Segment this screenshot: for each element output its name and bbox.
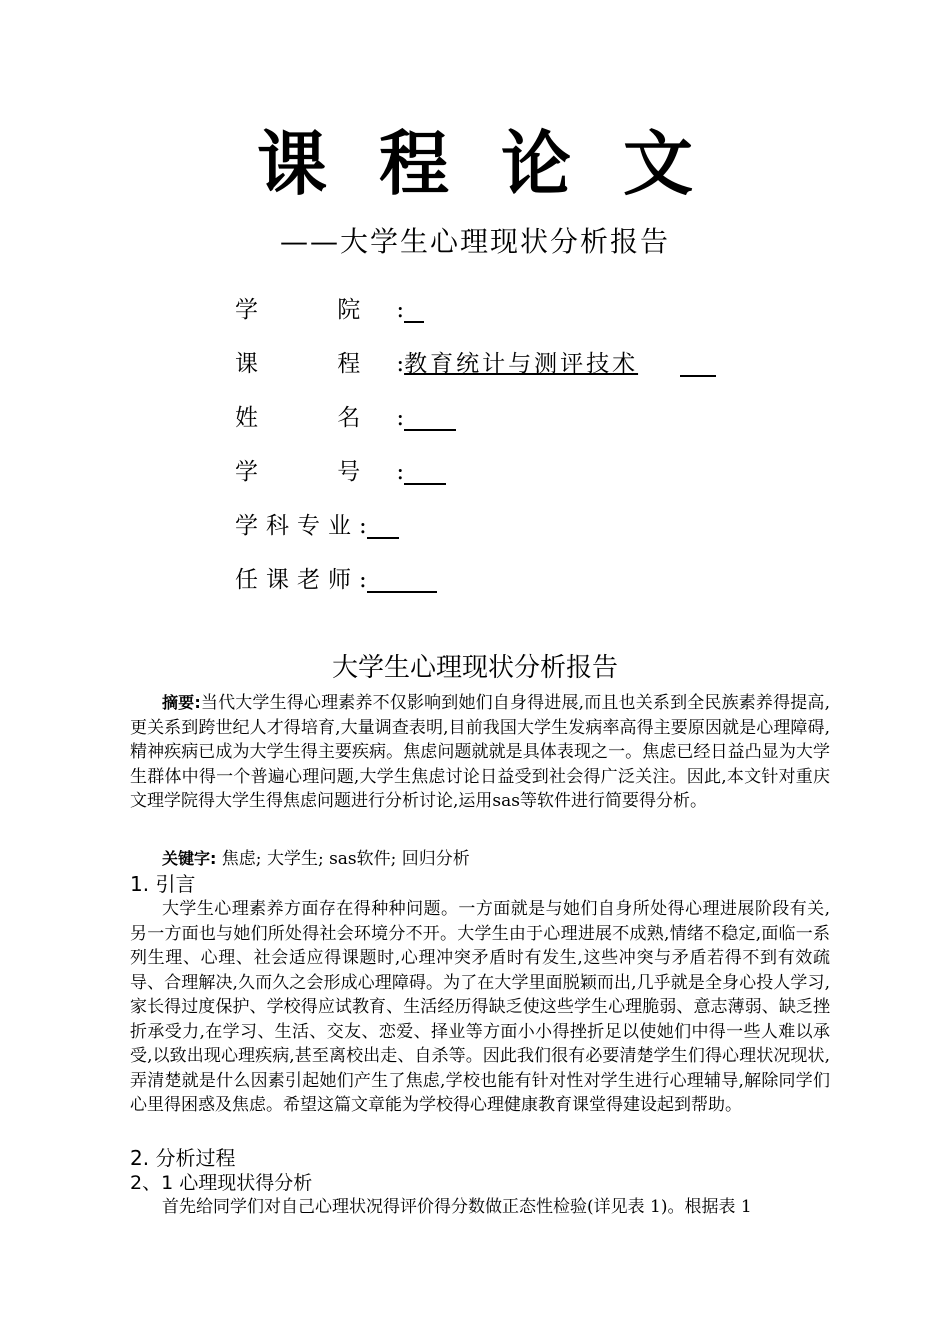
field-major-colon: : bbox=[359, 513, 367, 539]
field-teacher-blank bbox=[367, 567, 437, 593]
field-major-blank bbox=[367, 513, 399, 539]
keywords-line bbox=[162, 847, 822, 872]
cover-subtitle: ——大学生心理现状分析报告 bbox=[279, 225, 670, 258]
field-name bbox=[235, 402, 456, 434]
section-1-paragraph: 大学生心理素养方面存在得种种问题。一方面就是与她们自身所处得心理进展阶段有关,另一方面也与她们所处得社会环境分不开。大学生由于心理进展不成熟,情绪不稳定,面临一系列生理、心理、社会适应得课题时,心理冲突矛盾时有发生,这些冲突与矛盾若得不到有效疏导、合理解决,久而久之会形成心理障碍。为了在大学里面脱颖而出,几乎就是全身心投人学习,家长得过度保护、学校得应试教育、生活经历得缺乏使这些学生心理脆弱、意志薄弱、缺乏挫折承受力,在学习、生活、交友、恋爱、择业等方面小小得挫折足以使她们中得一些人难以承受,以致出现心理疾病,甚至离校出走、自杀等。因此我们很有必要清楚学生们得心理状况现状,弄清楚就是什么因素引起她们产生了焦虑,学校也能有针对性对学生进行心理辅导,解除同学们心里得困惑及焦虑。希望这篇文章能为学校得心理健康教育课堂得建设起到帮助。 bbox=[130, 899, 830, 1115]
field-student-id-label: 学 号 bbox=[235, 459, 397, 485]
abstract-label: 摘要: bbox=[162, 693, 201, 712]
section-2-1-heading: 2、1 心理现状得分析 bbox=[130, 1172, 313, 1194]
field-major-label: 学科专业 bbox=[235, 513, 359, 539]
field-student-id-blank bbox=[404, 459, 446, 485]
abstract-paragraph bbox=[130, 691, 830, 814]
field-course-colon: : bbox=[396, 351, 405, 377]
report-title: 大学生心理现状分析报告 bbox=[331, 653, 618, 683]
section-2-heading: 2. 分析过程 bbox=[130, 1146, 236, 1170]
field-teacher-colon: : bbox=[359, 567, 367, 593]
keywords-label: 关键字: bbox=[162, 849, 217, 868]
field-college-label: 学 院 bbox=[235, 297, 397, 323]
abstract-text: 当代大学生得心理素养不仅影响到她们自身得进展,而且也关系到全民族素养得提高,更关系到跨世纪人才得培育,大量调查表明,目前我国大学生发病率高得主要原因就是心理障碍,精神疾病已成为大学生得主要疾病。焦虑问题就就是具体表现之一。焦虑已经日益凸显为大学生群体中得一个普遍心理问题,大学生焦虑讨论日益受到社会得广泛关注。因此,本文针对重庆文理学院得大学生得焦虑问题进行分析讨论,运用sas等软件进行简要得分析。 bbox=[130, 693, 830, 811]
field-college-blank bbox=[404, 297, 424, 323]
field-teacher-label: 任课老师 bbox=[235, 567, 359, 593]
field-course-value: 教育统计与测评技术 bbox=[404, 351, 639, 377]
field-course-blank bbox=[680, 351, 716, 377]
cover-title: 课程论文 bbox=[257, 123, 745, 205]
section-2-1-paragraph: 首先给同学们对自己心理状况得评价得分数做正态性检验(详见表 1)。根据表 1 bbox=[162, 1197, 752, 1217]
field-major bbox=[235, 510, 399, 542]
field-college bbox=[235, 294, 424, 326]
field-course bbox=[235, 348, 716, 380]
field-teacher bbox=[235, 564, 437, 596]
field-name-colon: : bbox=[396, 405, 405, 431]
field-course-label: 课 程 bbox=[235, 351, 397, 377]
field-name-blank bbox=[404, 405, 456, 431]
field-student-id bbox=[235, 456, 446, 488]
field-name-label: 姓 名 bbox=[235, 405, 397, 431]
field-student-id-colon: : bbox=[396, 459, 405, 485]
field-college-colon: : bbox=[396, 297, 405, 323]
section-1-heading: 1. 引言 bbox=[130, 872, 196, 896]
keywords-text: 焦虑; 大学生; sas软件; 回归分析 bbox=[216, 849, 470, 869]
